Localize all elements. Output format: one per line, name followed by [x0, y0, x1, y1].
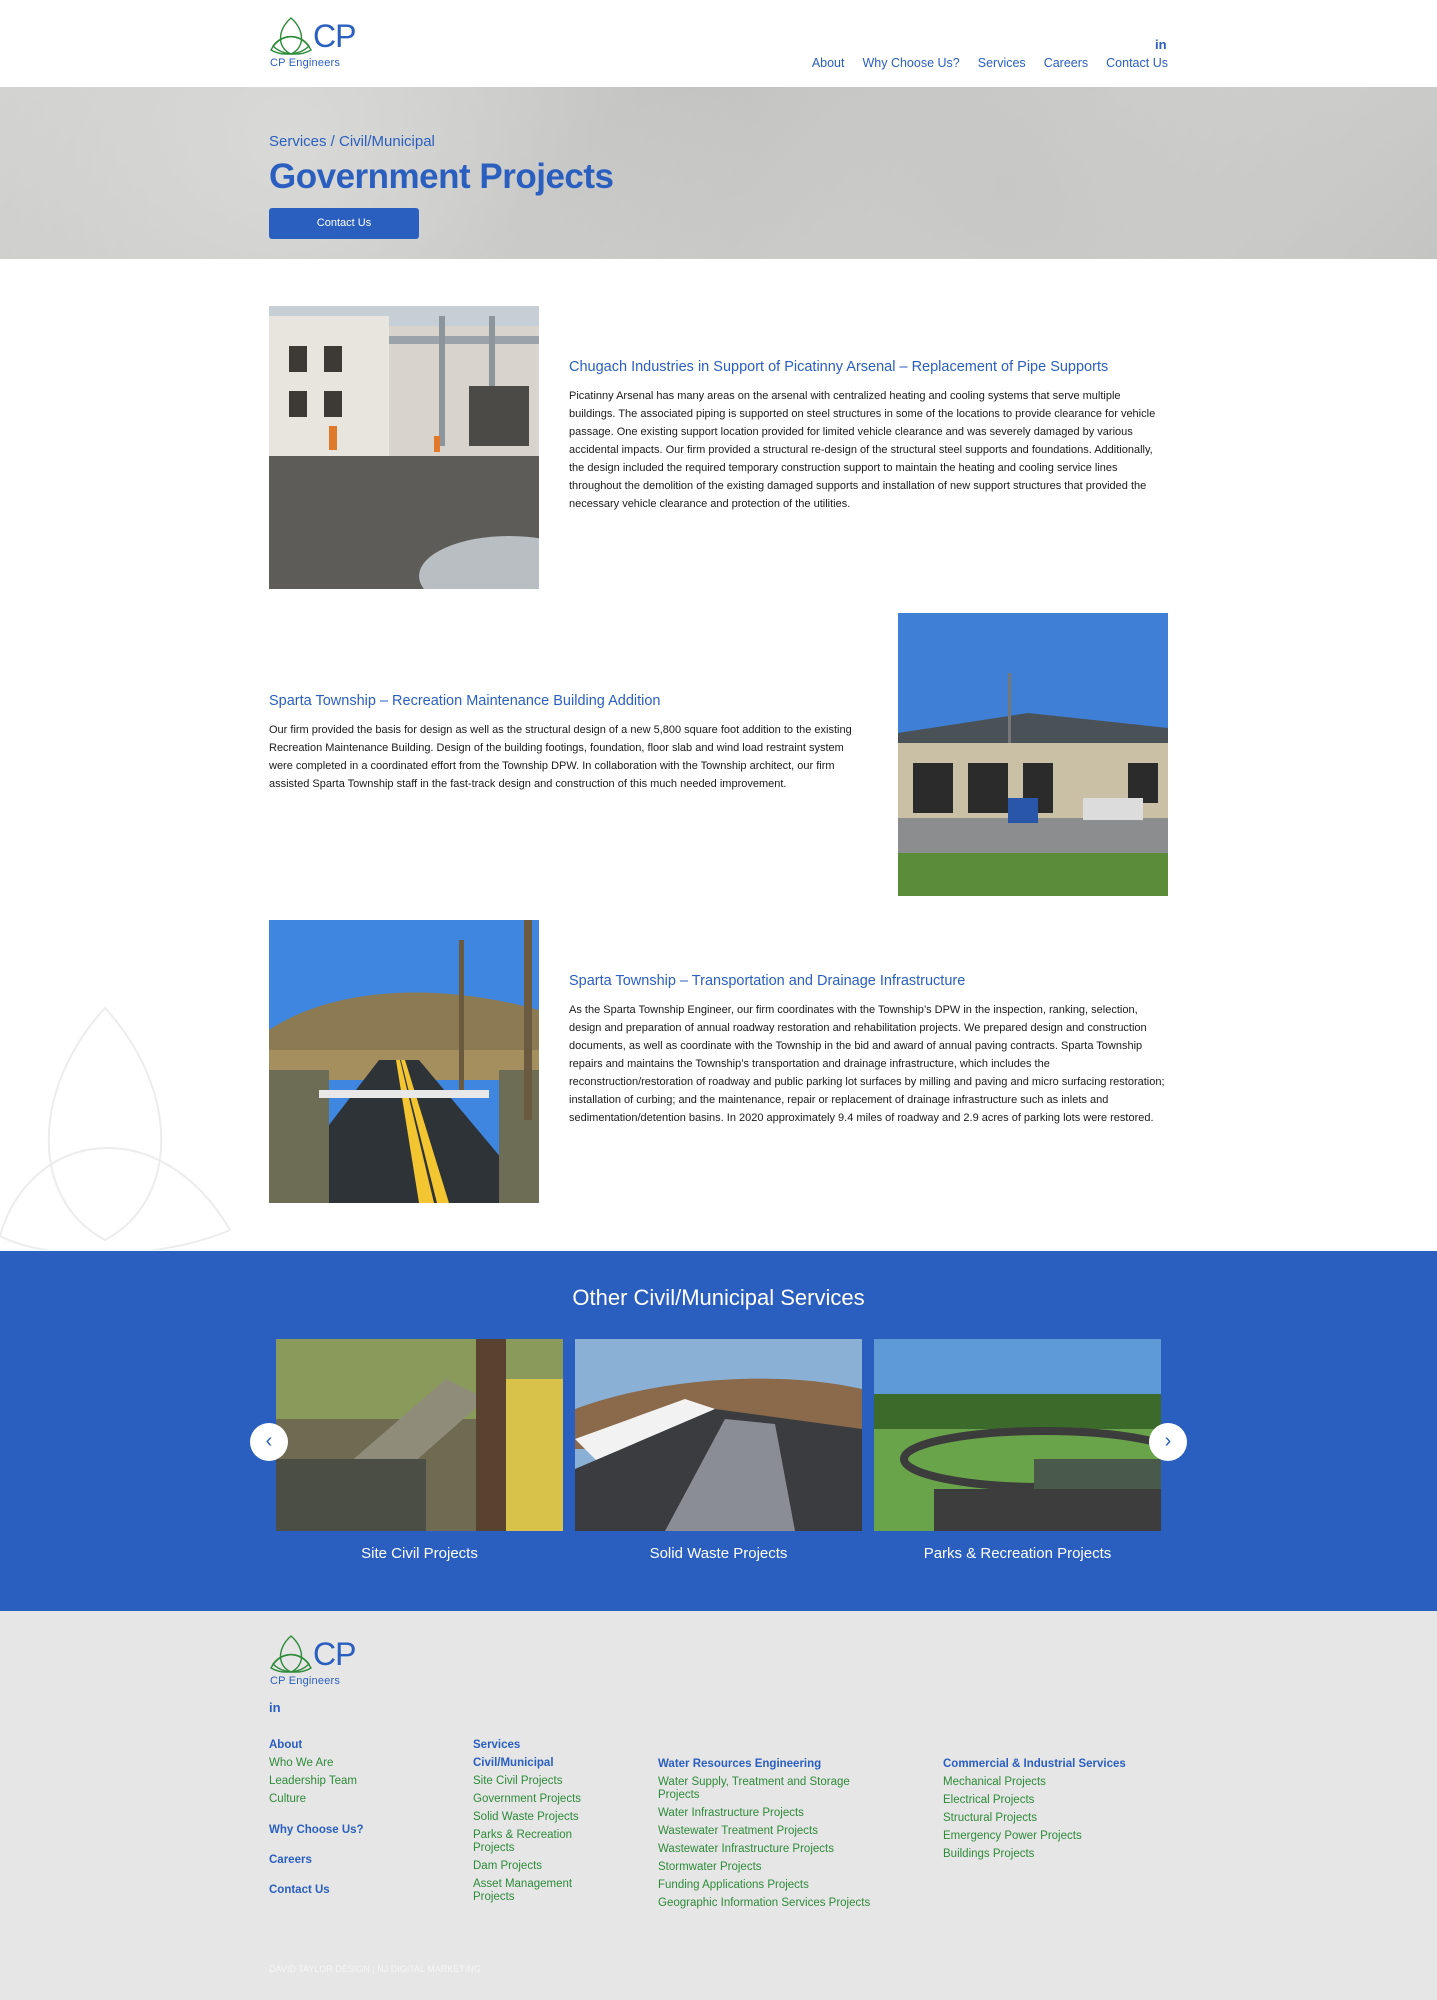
- footer-linkedin-icon[interactable]: in: [269, 1700, 281, 1715]
- footer-link[interactable]: Culture: [269, 1793, 307, 1805]
- site-footer: [0, 1611, 1437, 2000]
- project-2-photo: [898, 613, 1168, 896]
- service-card-solid-waste[interactable]: [575, 1339, 862, 1562]
- footer-subheading[interactable]: Civil/Municipal: [473, 1757, 554, 1769]
- site-header: [0, 0, 1437, 87]
- breadcrumb[interactable]: Services / Civil/Municipal: [269, 133, 435, 150]
- parks-recreation-image: [874, 1339, 1161, 1531]
- service-card-label: Parks & Recreation Projects: [923, 1545, 1112, 1562]
- project-1-text: [569, 359, 1169, 513]
- footer-col-commercial: [943, 1758, 1173, 1866]
- project-1-title: Chugach Industries in Support of Picatinny Arsenal – Replacement of Pipe Supports: [569, 359, 1109, 375]
- footer-link[interactable]: Geographic Information Services Projects: [658, 1897, 871, 1909]
- trinity-watermark-icon: [0, 1000, 250, 1250]
- footer-link[interactable]: Solid Waste Projects: [473, 1811, 579, 1823]
- service-card-site-civil[interactable]: [276, 1339, 563, 1562]
- footer-link[interactable]: Site Civil Projects: [473, 1775, 563, 1787]
- carousel-next-button[interactable]: ›: [1149, 1423, 1187, 1461]
- linkedin-icon[interactable]: in: [1155, 37, 1167, 52]
- project-2: [269, 613, 1168, 896]
- other-services-title: Other Civil/Municipal Services: [572, 1285, 865, 1310]
- project-3: [269, 920, 1168, 1203]
- nav-services[interactable]: Services: [977, 56, 1026, 70]
- footer-link[interactable]: Emergency Power Projects: [943, 1830, 1082, 1842]
- project-1: [269, 306, 1168, 589]
- logo[interactable]: [269, 16, 359, 72]
- footer-link[interactable]: Stormwater Projects: [658, 1861, 762, 1873]
- project-3-photo: [269, 920, 539, 1203]
- footer-col-water: [658, 1758, 888, 1915]
- trinity-knot-icon: [269, 1634, 313, 1674]
- logo-letters: CP: [313, 18, 356, 54]
- footer-link[interactable]: Buildings Projects: [943, 1848, 1035, 1860]
- footer-heading[interactable]: Why Choose Us?: [269, 1824, 364, 1836]
- footer-col-about: [269, 1739, 459, 1902]
- project-3-body: As the Sparta Township Engineer, our firm coordinates with the Township’s DPW in the inspection, ranking, selection, design and preparation of annual roadway restoration and rehabilitation projects. We prepared design and construction documents, as well as coordinate with the Township in the bid and award of annual paving contracts. Sparta Township repairs and maintains the Township’s transportation and drainage infrastructure, which includes the reconstruction/restoration of roadway and public parking lot surfaces by milling and paving and micro surfacing restoration; installation of curbing; and the maintenance, repair or replacement of drainage infrastructure such as inlets and sedimentation/detention basins. In 2020 approximately 9.4 miles of roadway and 2.9 acres of parking lots were restored.: [569, 1004, 1165, 1124]
- footer-link[interactable]: Government Projects: [473, 1793, 582, 1805]
- footer-link[interactable]: Mechanical Projects: [943, 1776, 1046, 1788]
- footer-logo[interactable]: [269, 1634, 359, 1690]
- footer-heading[interactable]: About: [269, 1739, 303, 1751]
- footer-heading[interactable]: Contact Us: [269, 1884, 330, 1896]
- nav-contact-us[interactable]: Contact Us: [1106, 56, 1168, 70]
- footer-link[interactable]: Water Infrastructure Projects: [658, 1807, 804, 1819]
- footer-heading[interactable]: Careers: [269, 1854, 312, 1866]
- project-2-body: Our firm provided the basis for design as well as the structural design of a new 5,800 square foot addition to the existing Recreation Maintenance Building. Design of the building footings, foundation, floor slab and wind load restraint system were completed in a coordinated effort from the Township DPW. In collaboration with the Township architect, our firm assisted Sparta Township staff in the fast-track design and construction of this much needed improvement.: [269, 724, 852, 790]
- logo-name: CP Engineers: [270, 1675, 341, 1687]
- footer-link[interactable]: Who We Are: [269, 1757, 334, 1769]
- footer-link[interactable]: Leadership Team: [269, 1775, 358, 1787]
- contact-us-button[interactable]: Contact Us: [269, 208, 419, 239]
- trinity-knot-icon: [269, 16, 313, 56]
- footer-link[interactable]: Wastewater Treatment Projects: [658, 1825, 818, 1837]
- footer-heading[interactable]: Water Resources Engineering: [658, 1758, 822, 1770]
- project-3-text: [569, 973, 1169, 1127]
- footer-link[interactable]: Parks & Recreation Projects: [473, 1829, 573, 1854]
- footer-link[interactable]: Water Supply, Treatment and Storage Projects: [658, 1776, 850, 1801]
- project-3-title: Sparta Township – Transportation and Drainage Infrastructure: [569, 973, 966, 989]
- footer-link[interactable]: Asset Management Projects: [473, 1878, 573, 1903]
- project-1-photo: [269, 306, 539, 589]
- page-title: Government Projects: [269, 157, 614, 196]
- nav-about[interactable]: About: [811, 56, 845, 70]
- project-2-text: [269, 693, 869, 793]
- service-card-parks-recreation[interactable]: [874, 1339, 1161, 1562]
- footer-link[interactable]: Funding Applications Projects: [658, 1879, 809, 1891]
- nav-why-choose-us[interactable]: Why Choose Us?: [862, 56, 960, 70]
- service-card-label: Solid Waste Projects: [649, 1545, 788, 1562]
- main-nav: [812, 56, 1168, 70]
- other-services-section: [0, 1251, 1437, 1611]
- footer-heading[interactable]: Services: [473, 1739, 521, 1751]
- footer-credit[interactable]: DAVID TAYLOR DESIGN | NJ DIGITAL MARKETING: [269, 1964, 481, 1974]
- nav-careers[interactable]: Careers: [1043, 56, 1089, 70]
- project-1-body: Picatinny Arsenal has many areas on the arsenal with centralized heating and cooling systems that serve multiple buildings. The associated piping is supported on steel structures in some of the locations to provide clearance for vehicle passage. One existing support location provided for limited vehicle clearance and was severely damaged by various accidental impacts. Our firm provided a structural re-design of the structural steel supports and foundations. Additionally, the design included the required temporary construction support to maintain the heating and cooling service lines throughout the demolition of the existing damaged supports and installation of new support structures that provided the necessary vehicle clearance and protection of the utilities.: [569, 390, 1156, 510]
- footer-heading[interactable]: Commercial & Industrial Services: [943, 1758, 1126, 1770]
- footer-link[interactable]: Structural Projects: [943, 1812, 1037, 1824]
- logo-name: CP Engineers: [270, 57, 341, 69]
- hero-banner: [0, 87, 1437, 259]
- carousel-prev-button[interactable]: ‹: [250, 1423, 288, 1461]
- footer-link[interactable]: Dam Projects: [473, 1860, 543, 1872]
- footer-link[interactable]: Wastewater Infrastructure Projects: [658, 1843, 834, 1855]
- solid-waste-image: [575, 1339, 862, 1531]
- footer-link[interactable]: Electrical Projects: [943, 1794, 1035, 1806]
- logo-letters: CP: [313, 1636, 356, 1672]
- site-civil-image: [276, 1339, 563, 1531]
- footer-col-services: [473, 1739, 598, 1909]
- project-2-title: Sparta Township – Recreation Maintenance Building Addition: [269, 693, 661, 709]
- service-card-label: Site Civil Projects: [361, 1545, 478, 1562]
